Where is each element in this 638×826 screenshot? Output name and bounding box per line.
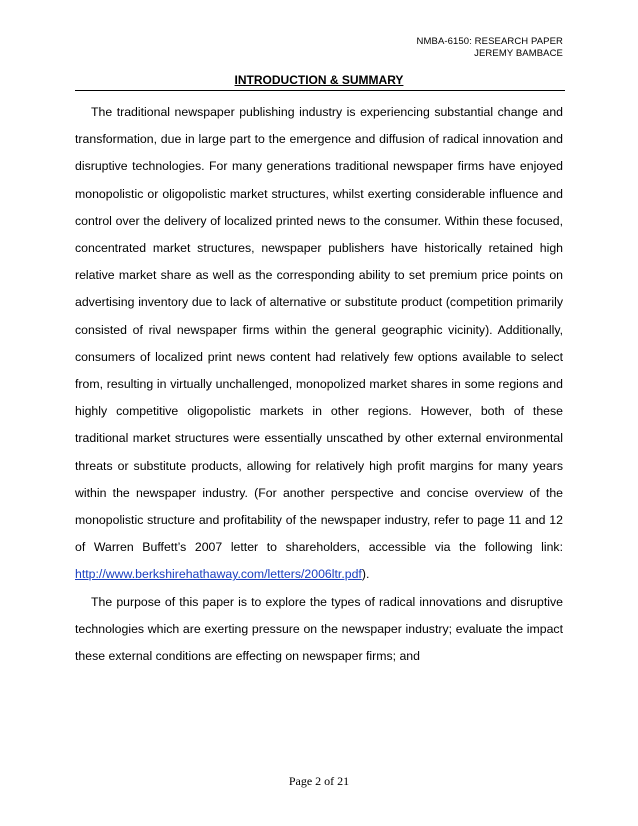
running-header: [417, 36, 563, 60]
section-title: INTRODUCTION & SUMMARY: [234, 73, 404, 87]
header-author: JEREMY BAMBACE: [474, 48, 563, 59]
paragraph-1: [75, 99, 563, 589]
page-number: Page 2 of 21: [288, 774, 350, 788]
paragraph-1-text: The traditional newspaper publishing industry is experiencing substantial change and transformation, due in large part to the emergence and diffusion of radical innovation and disruptive technologies. For many generations traditional newspaper firms have enjoyed monopolistic or oligopolistic market structures, whilst exerting considerable influence and control over the delivery of localized printed news to the consumer. Within these focused, concentrated market structures, newspaper publishers have historically retained high relative market share as well as the corresponding ability to set premium price points on advertising inventory due to lack of alternative or substitute product (competition primarily consisted of rival newspaper firms within the general geographic vicinity). Additionally, consumers of localized print news content had relatively few options available to select from, resulting in virtually unchallenged, monopolized market shares in some regions and highly competitive oligopolistic markets in other regions. However, both of these traditional market structures were essentially unscathed by other external environmental threats or substitute products, allowing for relatively high profit margins for many years within the newspaper industry. (For another perspective and concise overview of the monopolistic structure and profitability of the newspaper industry, refer to page 11 and 12 of Warren Buffett’s 2007 letter to shareholders, accessible via the following link:: [75, 105, 563, 555]
title-divider: [75, 90, 565, 91]
paragraph-2: The purpose of this paper is to explore the types of radical innovations and disruptive technologies which are exerting pressure on the newspaper industry; evaluate the impact these external conditions are effecting on newspaper firms; and: [75, 594, 563, 664]
berkshire-letter-link[interactable]: http://www.berkshirehathaway.com/letters/2006ltr.pdf: [75, 567, 362, 582]
header-course: NMBA-6150: RESEARCH PAPER: [416, 36, 563, 47]
body-text: [75, 99, 563, 670]
paragraph-1-closing: ).: [361, 567, 370, 582]
